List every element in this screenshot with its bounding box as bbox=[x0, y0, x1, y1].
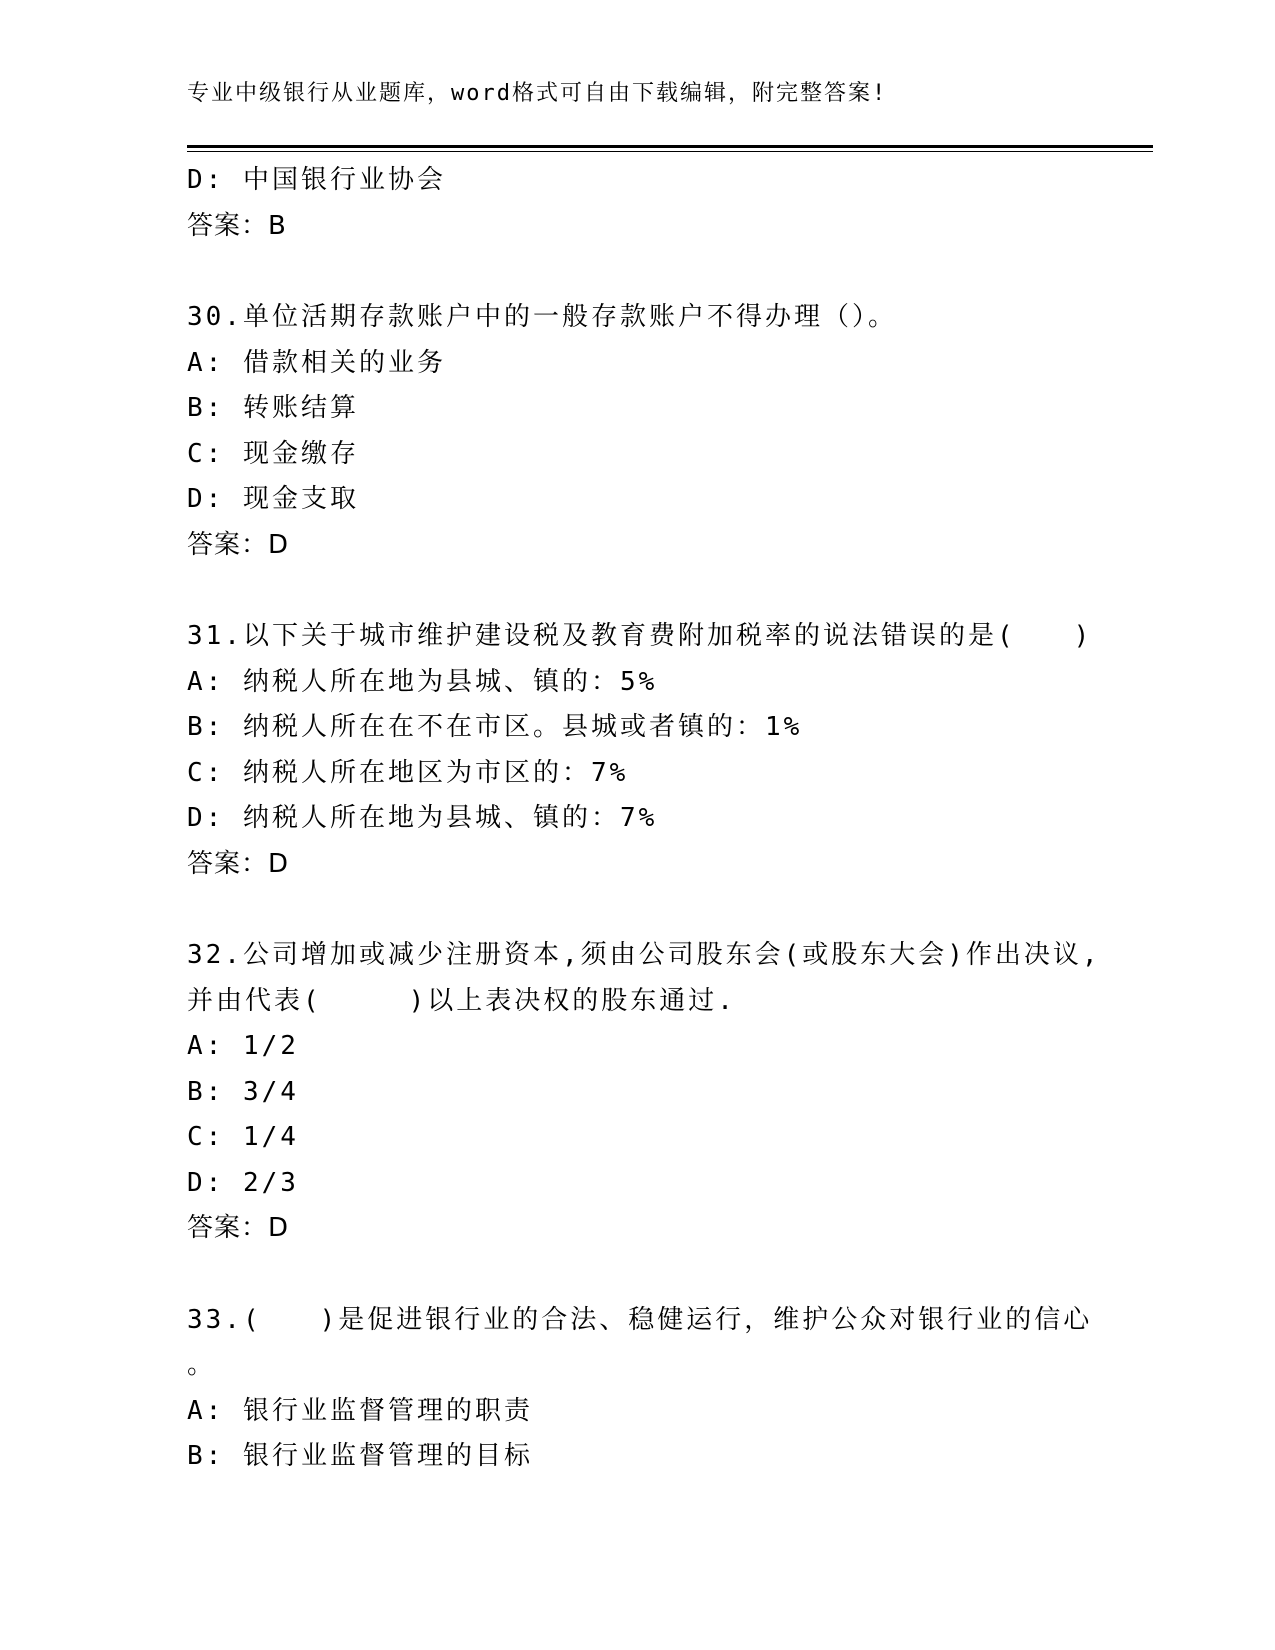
page-header: 专业中级银行从业题库，word格式可自由下载编辑，附完整答案! bbox=[187, 81, 888, 106]
q33-question-line2: 。 bbox=[187, 1350, 217, 1380]
question-33 bbox=[187, 1298, 1107, 1480]
q31-option-a: A: 纳税人所在地为县城、镇的：5% bbox=[187, 666, 658, 697]
q32-option-b: B: 3/4 bbox=[187, 1076, 299, 1107]
question-30 bbox=[187, 295, 1107, 568]
question-32 bbox=[187, 933, 1107, 1252]
q29-option-d: D: 中国银行业协会 bbox=[187, 165, 446, 195]
q31-question: 31.以下关于城市维护建设税及教育费附加税率的说法错误的是( ) bbox=[187, 621, 1093, 651]
document-body bbox=[187, 158, 1107, 1480]
q33-option-a: A: 银行业监督管理的职责 bbox=[187, 1395, 533, 1426]
q32-question-line2: 并由代表( )以上表决权的股东通过. bbox=[187, 985, 736, 1016]
q31-option-b: B: 纳税人所在在不在市区。县城或者镇的：1% bbox=[187, 712, 803, 742]
q32-question-line1: 32.公司增加或减少注册资本,须由公司股东会(或股东大会)作出决议, bbox=[187, 940, 1101, 970]
q32-option-d: D: 2/3 bbox=[187, 1167, 299, 1198]
question-31 bbox=[187, 614, 1107, 887]
q33-question-line1: 33.( )是促进银行业的合法、稳健运行，维护公众对银行业的信心 bbox=[187, 1304, 1093, 1335]
q32-answer: 答案：D bbox=[187, 1213, 290, 1243]
q32-option-a: A: 1/2 bbox=[187, 1031, 299, 1061]
q30-answer: 答案：D bbox=[187, 529, 290, 560]
q33-option-b: B: 银行业监督管理的目标 bbox=[187, 1441, 533, 1471]
header-rule-thin bbox=[187, 151, 1153, 152]
q31-answer: 答案：D bbox=[187, 848, 290, 879]
question-29-tail bbox=[187, 158, 1107, 249]
header-rule-thick bbox=[187, 145, 1153, 148]
q29-answer: 答案：B bbox=[187, 210, 287, 241]
q30-option-d: D: 现金支取 bbox=[187, 484, 359, 514]
q31-option-c: C: 纳税人所在地区为市区的：7% bbox=[187, 757, 629, 788]
q31-option-d: D: 纳税人所在地为县城、镇的：7% bbox=[187, 803, 658, 833]
q30-option-b: B: 转账结算 bbox=[187, 393, 359, 423]
q32-option-c: C: 1/4 bbox=[187, 1122, 299, 1152]
q30-option-c: C: 现金缴存 bbox=[187, 438, 359, 469]
q30-question: 30.单位活期存款账户中的一般存款账户不得办理（）。 bbox=[187, 302, 897, 332]
q30-option-a: A: 借款相关的业务 bbox=[187, 347, 446, 378]
